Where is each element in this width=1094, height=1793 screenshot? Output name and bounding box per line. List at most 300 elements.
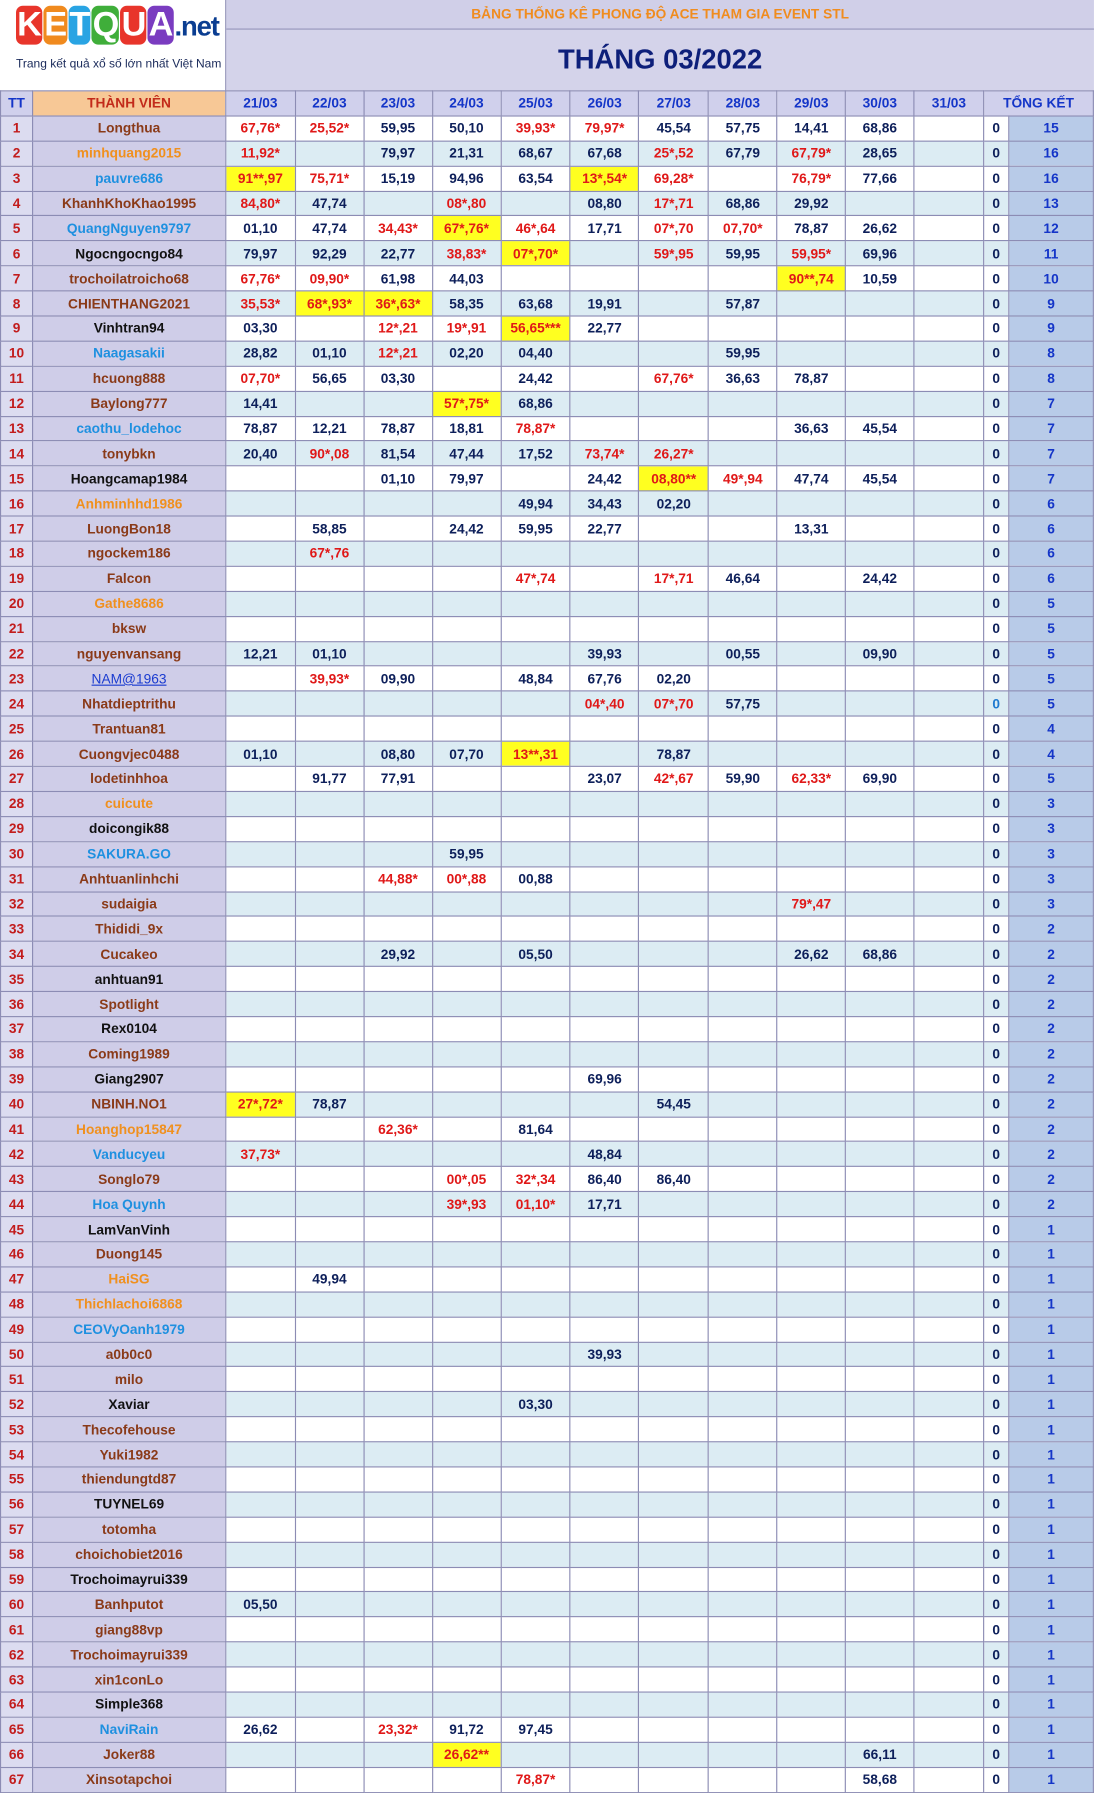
day-value-cell xyxy=(501,1617,571,1642)
member-name xyxy=(33,941,226,966)
member-name xyxy=(33,916,226,941)
day-value-cell: 84,80* xyxy=(226,191,296,216)
day-value-cell xyxy=(846,1167,914,1192)
day-value-cell xyxy=(914,1167,984,1192)
day-value-cell: 07,70* xyxy=(709,216,777,241)
day-value-cell: 07,70* xyxy=(226,366,296,391)
total-count-cell: 2 xyxy=(1009,1017,1094,1042)
member-name-text: Baylong777 xyxy=(90,395,168,412)
day-value-cell xyxy=(914,1067,984,1092)
day-value-cell xyxy=(226,1567,296,1592)
ketqua-logo[interactable] xyxy=(0,0,226,90)
day-value-cell xyxy=(432,1767,501,1792)
day-value-cell: 78,87 xyxy=(295,1092,364,1117)
member-name-text: Xinsotapchoi xyxy=(85,1771,173,1788)
day-value-cell xyxy=(846,316,914,341)
day-value-cell xyxy=(914,841,984,866)
day-value-cell xyxy=(914,641,984,666)
day-value-cell xyxy=(295,1342,364,1367)
day-value-cell xyxy=(846,366,914,391)
header-area xyxy=(0,0,1094,90)
table-row xyxy=(1,641,1094,666)
member-name xyxy=(33,1217,226,1242)
day-value-cell xyxy=(295,1417,364,1442)
day-value-cell xyxy=(639,1642,709,1667)
day-value-cell xyxy=(639,541,709,566)
day-value-cell xyxy=(709,791,777,816)
day-value-cell xyxy=(432,1117,501,1142)
member-name-text: tonybkn xyxy=(102,445,156,462)
day-value-cell: 00,88 xyxy=(501,866,571,891)
day-value-cell xyxy=(777,1217,846,1242)
day-value-cell: 67,79 xyxy=(709,141,777,166)
day-value-cell xyxy=(777,1192,846,1217)
day-value-cell xyxy=(432,1242,501,1267)
day-value-cell xyxy=(709,391,777,416)
total-zero-cell: 0 xyxy=(984,866,1009,891)
day-value-cell xyxy=(432,1017,501,1042)
day-value-cell xyxy=(226,1117,296,1142)
day-value-cell: 56,65 xyxy=(295,366,364,391)
day-value-cell xyxy=(226,516,296,541)
day-value-cell xyxy=(570,1742,639,1767)
day-value-cell xyxy=(709,516,777,541)
row-number: 49 xyxy=(1,1317,33,1342)
row-number: 63 xyxy=(1,1667,33,1692)
day-value-cell xyxy=(639,992,709,1017)
day-value-cell xyxy=(777,1667,846,1692)
day-value-cell xyxy=(709,916,777,941)
member-name-text: totomha xyxy=(101,1521,157,1538)
day-value-cell xyxy=(295,1492,364,1517)
day-value-cell xyxy=(914,666,984,691)
table-row xyxy=(1,466,1094,491)
day-value-cell xyxy=(777,1017,846,1042)
day-value-cell: 39,93* xyxy=(501,116,571,141)
day-value-cell xyxy=(639,716,709,741)
day-value-cell xyxy=(226,1667,296,1692)
day-value-cell xyxy=(364,641,433,666)
member-name xyxy=(33,466,226,491)
total-count-cell: 2 xyxy=(1009,992,1094,1017)
day-value-cell xyxy=(432,1317,501,1342)
day-value-cell xyxy=(501,967,571,992)
day-value-cell: 22,77 xyxy=(364,241,433,266)
total-count-cell: 6 xyxy=(1009,541,1094,566)
day-value-cell xyxy=(846,741,914,766)
day-value-cell: 01,10 xyxy=(295,341,364,366)
day-value-cell: 81,64 xyxy=(501,1117,571,1142)
day-value-cell xyxy=(846,1617,914,1642)
day-value-cell xyxy=(709,1592,777,1617)
table-row xyxy=(1,1117,1094,1142)
day-value-cell xyxy=(432,1442,501,1467)
day-value-cell: 67,79* xyxy=(777,141,846,166)
day-value-cell xyxy=(226,1767,296,1792)
day-value-cell: 22,77 xyxy=(570,316,639,341)
day-value-cell: 77,91 xyxy=(364,766,433,791)
day-value-cell xyxy=(295,866,364,891)
member-name-text[interactable]: NAM@1963 xyxy=(91,670,167,687)
member-name-text: SAKURA.GO xyxy=(87,845,171,862)
total-zero-cell: 0 xyxy=(984,1067,1009,1092)
day-value-cell xyxy=(364,1742,433,1767)
total-count-cell: 2 xyxy=(1009,1167,1094,1192)
day-value-cell: 00,55 xyxy=(709,641,777,666)
day-value-cell xyxy=(501,1092,571,1117)
day-value-cell: 23,07 xyxy=(570,766,639,791)
total-zero-cell: 0 xyxy=(984,816,1009,841)
day-value-cell: 78,87 xyxy=(226,416,296,441)
day-value-cell: 67,68 xyxy=(570,141,639,166)
row-number: 26 xyxy=(1,741,33,766)
member-name-text: choichobiet2016 xyxy=(75,1546,183,1563)
day-value-cell xyxy=(777,1617,846,1642)
day-value-cell xyxy=(226,1317,296,1342)
day-value-cell xyxy=(914,1742,984,1767)
day-value-cell: 25*,52 xyxy=(639,141,709,166)
total-zero-cell: 0 xyxy=(984,666,1009,691)
day-value-cell xyxy=(639,1667,709,1692)
member-name-text: Yuki1982 xyxy=(99,1446,159,1463)
row-number: 31 xyxy=(1,866,33,891)
row-number: 55 xyxy=(1,1467,33,1492)
day-value-cell xyxy=(364,1542,433,1567)
column-header-member: THÀNH VIÊN xyxy=(33,91,226,116)
day-value-cell xyxy=(709,1492,777,1517)
row-number: 23 xyxy=(1,666,33,691)
day-value-cell xyxy=(501,1217,571,1242)
table-row xyxy=(1,491,1094,516)
total-zero-cell: 0 xyxy=(984,1317,1009,1342)
total-count-cell: 3 xyxy=(1009,891,1094,916)
day-value-cell xyxy=(432,541,501,566)
day-value-cell xyxy=(501,1142,571,1167)
day-value-cell xyxy=(709,992,777,1017)
day-value-cell xyxy=(226,1267,296,1292)
day-value-cell xyxy=(295,691,364,716)
table-body xyxy=(1,116,1094,1792)
day-value-cell: 10,59 xyxy=(846,266,914,291)
day-value-cell: 26,62 xyxy=(226,1717,296,1742)
day-value-cell: 67,76 xyxy=(570,666,639,691)
total-zero-cell: 0 xyxy=(984,191,1009,216)
day-value-cell xyxy=(432,591,501,616)
total-count-cell: 9 xyxy=(1009,291,1094,316)
day-value-cell xyxy=(501,191,571,216)
day-value-cell: 39*,93 xyxy=(432,1192,501,1217)
day-value-cell xyxy=(226,791,296,816)
total-count-cell: 16 xyxy=(1009,141,1094,166)
day-value-cell xyxy=(846,1392,914,1417)
report-subtitle: BẢNG THỐNG KÊ PHONG ĐỘ ACE THAM GIA EVENT STL xyxy=(226,0,1094,30)
day-value-cell xyxy=(914,1317,984,1342)
member-name-text: Giang2907 xyxy=(94,1071,164,1088)
table-row xyxy=(1,1392,1094,1417)
day-value-cell xyxy=(295,466,364,491)
day-value-cell: 75,71* xyxy=(295,166,364,191)
day-value-cell xyxy=(570,616,639,641)
day-value-cell xyxy=(295,1192,364,1217)
row-number: 15 xyxy=(1,466,33,491)
day-value-cell xyxy=(364,1617,433,1642)
day-value-cell xyxy=(501,466,571,491)
day-value-cell xyxy=(914,1192,984,1217)
member-name xyxy=(33,1542,226,1567)
member-name-text: Coming1989 xyxy=(88,1046,170,1063)
day-value-cell xyxy=(226,866,296,891)
day-value-cell: 68,67 xyxy=(501,141,571,166)
total-count-cell: 2 xyxy=(1009,1117,1094,1142)
member-name-text: sudaigia xyxy=(101,895,157,912)
day-value-cell xyxy=(846,841,914,866)
day-value-cell xyxy=(432,1367,501,1392)
table-row xyxy=(1,1092,1094,1117)
day-value-cell xyxy=(570,1692,639,1717)
day-value-cell xyxy=(226,1017,296,1042)
total-zero-cell: 0 xyxy=(984,791,1009,816)
day-value-cell xyxy=(914,391,984,416)
day-value-cell: 44,03 xyxy=(432,266,501,291)
day-value-cell: 26,62 xyxy=(777,941,846,966)
day-value-cell xyxy=(364,1217,433,1242)
total-zero-cell: 0 xyxy=(984,541,1009,566)
day-value-cell xyxy=(364,566,433,591)
day-value-cell xyxy=(914,1542,984,1567)
day-value-cell xyxy=(914,716,984,741)
member-name xyxy=(33,1392,226,1417)
day-value-cell xyxy=(914,816,984,841)
day-value-cell: 46,64 xyxy=(709,566,777,591)
member-name-text: Falcon xyxy=(106,570,152,587)
day-value-cell xyxy=(432,992,501,1017)
day-value-cell xyxy=(226,1642,296,1667)
member-name xyxy=(33,1742,226,1767)
day-value-cell xyxy=(295,1217,364,1242)
day-value-cell xyxy=(777,1467,846,1492)
day-value-cell xyxy=(501,791,571,816)
day-value-cell xyxy=(639,341,709,366)
day-value-cell xyxy=(777,816,846,841)
day-value-cell xyxy=(570,1442,639,1467)
day-value-cell: 48,84 xyxy=(501,666,571,691)
day-value-cell xyxy=(709,1617,777,1642)
member-name-text: Trochoimayrui339 xyxy=(70,1646,188,1663)
row-number: 21 xyxy=(1,616,33,641)
day-value-cell xyxy=(295,1142,364,1167)
day-value-cell xyxy=(709,1117,777,1142)
day-value-cell: 76,79* xyxy=(777,166,846,191)
day-value-cell xyxy=(777,691,846,716)
total-count-cell: 9 xyxy=(1009,316,1094,341)
day-value-cell xyxy=(639,967,709,992)
day-value-cell xyxy=(709,1267,777,1292)
day-value-cell: 67,76* xyxy=(639,366,709,391)
day-value-cell xyxy=(846,1067,914,1092)
total-count-cell: 3 xyxy=(1009,866,1094,891)
row-number: 64 xyxy=(1,1692,33,1717)
day-value-cell xyxy=(226,766,296,791)
day-value-cell xyxy=(501,541,571,566)
member-name xyxy=(33,416,226,441)
day-value-cell xyxy=(432,366,501,391)
day-value-cell xyxy=(777,541,846,566)
day-value-cell: 34,43 xyxy=(570,491,639,516)
day-value-cell xyxy=(570,391,639,416)
table-row xyxy=(1,1192,1094,1217)
total-zero-cell: 0 xyxy=(984,1217,1009,1242)
member-name xyxy=(33,1267,226,1292)
member-name-text: Rex0104 xyxy=(101,1021,157,1038)
day-value-cell xyxy=(364,1567,433,1592)
day-value-cell xyxy=(501,1442,571,1467)
table-row xyxy=(1,891,1094,916)
day-value-cell xyxy=(914,116,984,141)
member-name xyxy=(33,866,226,891)
day-value-cell: 86,40 xyxy=(639,1167,709,1192)
day-value-cell: 17,71 xyxy=(570,216,639,241)
logo-letter: U xyxy=(121,5,146,44)
day-value-cell xyxy=(432,1492,501,1517)
total-zero-cell: 0 xyxy=(984,691,1009,716)
day-value-cell xyxy=(295,841,364,866)
row-number: 57 xyxy=(1,1517,33,1542)
day-value-cell xyxy=(432,1692,501,1717)
total-count-cell: 1 xyxy=(1009,1442,1094,1467)
day-value-cell xyxy=(709,1142,777,1167)
day-value-cell xyxy=(639,891,709,916)
day-value-cell xyxy=(914,916,984,941)
total-zero-cell: 0 xyxy=(984,1667,1009,1692)
day-value-cell xyxy=(709,541,777,566)
member-name xyxy=(33,1292,226,1317)
row-number: 38 xyxy=(1,1042,33,1067)
day-value-cell: 59,90 xyxy=(709,766,777,791)
member-name xyxy=(33,1642,226,1667)
table-row xyxy=(1,316,1094,341)
column-header-day: 27/03 xyxy=(639,91,709,116)
table-row xyxy=(1,266,1094,291)
day-value-cell: 13**,31 xyxy=(501,741,571,766)
day-value-cell xyxy=(570,341,639,366)
total-count-cell: 4 xyxy=(1009,741,1094,766)
day-value-cell: 67,76* xyxy=(226,266,296,291)
day-value-cell xyxy=(570,241,639,266)
member-name-text: Ngocngocngo84 xyxy=(75,245,183,262)
day-value-cell xyxy=(914,791,984,816)
total-count-cell: 7 xyxy=(1009,416,1094,441)
day-value-cell xyxy=(226,716,296,741)
member-name-text: Simple368 xyxy=(95,1696,163,1713)
day-value-cell: 61,98 xyxy=(364,266,433,291)
day-value-cell xyxy=(501,1567,571,1592)
row-number: 11 xyxy=(1,366,33,391)
member-name xyxy=(33,992,226,1017)
day-value-cell xyxy=(295,891,364,916)
member-name[interactable] xyxy=(33,666,226,691)
day-value-cell xyxy=(364,1367,433,1392)
total-count-cell: 10 xyxy=(1009,266,1094,291)
day-value-cell xyxy=(846,291,914,316)
member-name xyxy=(33,1017,226,1042)
day-value-cell xyxy=(709,1192,777,1217)
day-value-cell xyxy=(846,1117,914,1142)
row-number: 33 xyxy=(1,916,33,941)
member-name-text: Nhatdieptrithu xyxy=(82,695,176,712)
day-value-cell: 45,54 xyxy=(846,416,914,441)
member-name-text: cuicute xyxy=(105,795,154,812)
day-value-cell xyxy=(364,1492,433,1517)
total-count-cell: 7 xyxy=(1009,466,1094,491)
day-value-cell: 20,40 xyxy=(226,441,296,466)
day-value-cell: 69,96 xyxy=(570,1067,639,1092)
table-row xyxy=(1,616,1094,641)
day-value-cell xyxy=(295,1042,364,1067)
day-value-cell xyxy=(570,716,639,741)
day-value-cell xyxy=(914,1767,984,1792)
day-value-cell xyxy=(501,1742,571,1767)
member-name xyxy=(33,1242,226,1267)
day-value-cell: 17*,71 xyxy=(639,191,709,216)
total-zero-cell: 0 xyxy=(984,1642,1009,1667)
day-value-cell xyxy=(639,1342,709,1367)
day-value-cell xyxy=(501,1467,571,1492)
day-value-cell xyxy=(846,891,914,916)
column-header-day: 30/03 xyxy=(846,91,914,116)
total-zero-cell: 0 xyxy=(984,1042,1009,1067)
total-zero-cell: 0 xyxy=(984,941,1009,966)
member-name-text: Xaviar xyxy=(108,1396,150,1413)
total-zero-cell: 0 xyxy=(984,391,1009,416)
day-value-cell xyxy=(846,1542,914,1567)
total-count-cell: 2 xyxy=(1009,1067,1094,1092)
day-value-cell: 24,42 xyxy=(432,516,501,541)
member-name-text: minhquang2015 xyxy=(76,145,182,162)
day-value-cell xyxy=(639,1492,709,1517)
row-number: 16 xyxy=(1,491,33,516)
day-value-cell: 69,90 xyxy=(846,766,914,791)
day-value-cell xyxy=(226,916,296,941)
day-value-cell xyxy=(295,816,364,841)
row-number: 44 xyxy=(1,1192,33,1217)
day-value-cell xyxy=(846,1417,914,1442)
day-value-cell: 78,87* xyxy=(501,1767,571,1792)
day-value-cell: 24,42 xyxy=(570,466,639,491)
day-value-cell: 79,97 xyxy=(432,466,501,491)
total-zero-cell: 0 xyxy=(984,516,1009,541)
total-zero-cell: 0 xyxy=(984,716,1009,741)
day-value-cell: 63,68 xyxy=(501,291,571,316)
day-value-cell xyxy=(570,1217,639,1242)
day-value-cell xyxy=(914,566,984,591)
day-value-cell xyxy=(709,1467,777,1492)
day-value-cell xyxy=(709,941,777,966)
day-value-cell xyxy=(846,591,914,616)
day-value-cell xyxy=(639,1767,709,1792)
table-row xyxy=(1,191,1094,216)
member-name xyxy=(33,1767,226,1792)
row-number: 10 xyxy=(1,341,33,366)
total-zero-cell: 0 xyxy=(984,1567,1009,1592)
day-value-cell xyxy=(639,816,709,841)
day-value-cell xyxy=(914,1042,984,1067)
total-zero-cell: 0 xyxy=(984,341,1009,366)
total-zero-cell: 0 xyxy=(984,1717,1009,1742)
day-value-cell xyxy=(295,1542,364,1567)
member-name xyxy=(33,1142,226,1167)
day-value-cell: 35,53* xyxy=(226,291,296,316)
total-count-cell: 1 xyxy=(1009,1242,1094,1267)
